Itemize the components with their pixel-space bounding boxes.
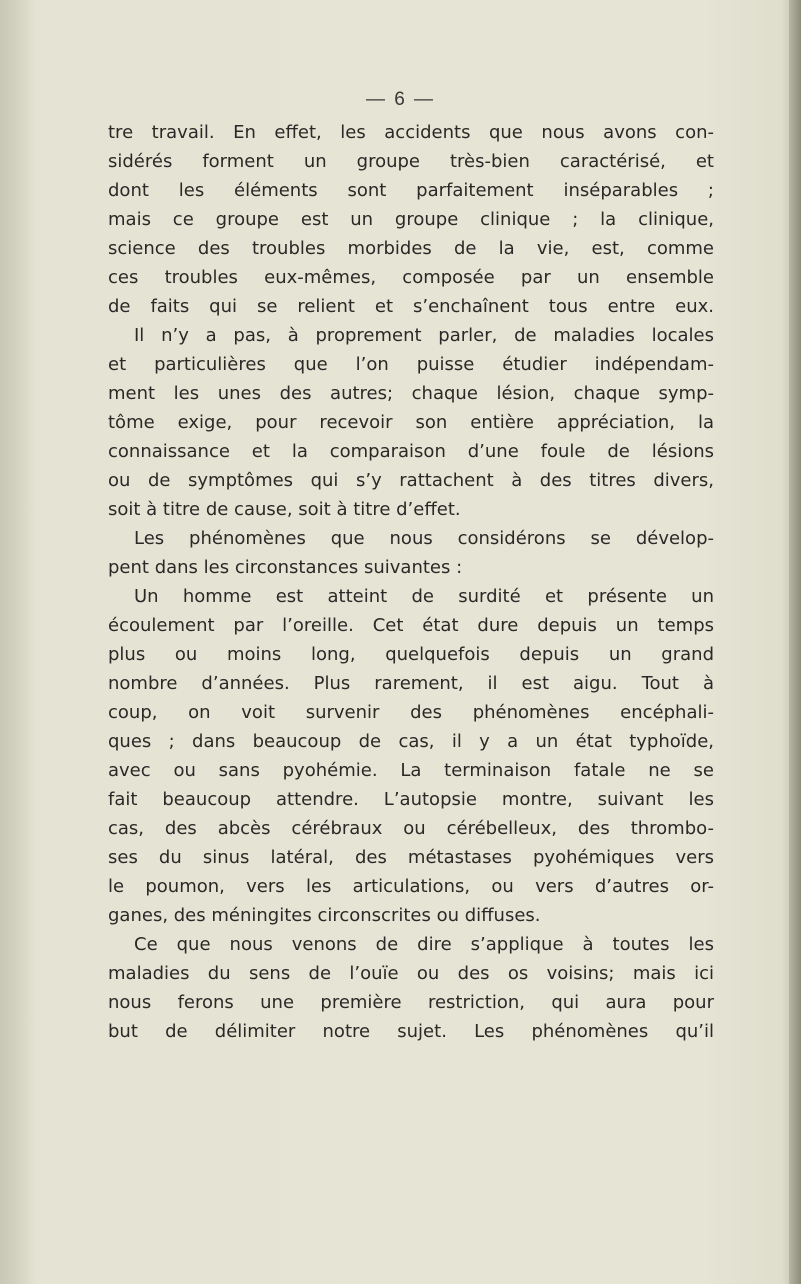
text-line: coup, on voit survenir des phénomènes encéphali-	[108, 702, 714, 723]
text-line: but de délimiter notre sujet. Les phénomènes qu’il	[108, 1021, 714, 1042]
text-line: tre travail. En effet, les accidents que nous avons con-	[108, 122, 714, 143]
text-line: Ce que nous venons de dire s’applique à toutes les	[134, 934, 714, 955]
text-line: tôme exige, pour recevoir son entière appréciation, la	[108, 412, 714, 433]
text-line: dont les éléments sont parfaitement inséparables ;	[108, 180, 714, 201]
binding-shadow	[0, 0, 34, 1284]
text-line: maladies du sens de l’ouïe ou des os voisins; mais ici	[108, 963, 714, 984]
text-line: plus ou moins long, quelquefois depuis un grand	[108, 644, 714, 665]
text-line: ques ; dans beaucoup de cas, il y a un état typhoïde,	[108, 731, 714, 752]
text-line: écoulement par l’oreille. Cet état dure depuis un temps	[108, 615, 714, 636]
page-number: — 6 —	[365, 89, 436, 110]
text-line: ces troubles eux-mêmes, composée par un ensemble	[108, 267, 714, 288]
text-line: et particulières que l’on puisse étudier indépendam-	[108, 354, 714, 375]
text-line: ment les unes des autres; chaque lésion, chaque symp-	[108, 383, 714, 404]
text-line: mais ce groupe est un groupe clinique ; la clinique,	[108, 209, 714, 230]
text-line: ses du sinus latéral, des métastases pyohémiques vers	[108, 847, 714, 868]
page-edge	[789, 0, 801, 1284]
text-line: soit à titre de cause, soit à titre d’effet.	[108, 499, 461, 520]
text-line: connaissance et la comparaison d’une foule de lésions	[108, 441, 714, 462]
body-text	[108, 118, 714, 1046]
text-line: Un homme est atteint de surdité et présente un	[134, 586, 714, 607]
text-line: cas, des abcès cérébraux ou cérébelleux, des thrombo-	[108, 818, 714, 839]
text-line: Il n’y a pas, à proprement parler, de maladies locales	[134, 325, 714, 346]
text-line: avec ou sans pyohémie. La terminaison fatale ne se	[108, 760, 714, 781]
text-line: pent dans les circonstances suivantes :	[108, 557, 463, 578]
text-line: de faits qui se relient et s’enchaînent tous entre eux.	[108, 296, 714, 317]
text-line: Les phénomènes que nous considérons se dévelop-	[134, 528, 714, 549]
text-line: sidérés forment un groupe très-bien caractérisé, et	[108, 151, 714, 172]
text-line: nous ferons une première restriction, qui aura pour	[108, 992, 714, 1013]
text-line: nombre d’années. Plus rarement, il est aigu. Tout à	[108, 673, 714, 694]
text-line: fait beaucoup attendre. L’autopsie montre, suivant les	[108, 789, 714, 810]
text-line: ganes, des méningites circonscrites ou diffuses.	[108, 905, 541, 926]
text-line: le poumon, vers les articulations, ou vers d’autres or-	[108, 876, 714, 897]
text-line: ou de symptômes qui s’y rattachent à des titres divers,	[108, 470, 714, 491]
text-line: science des troubles morbides de la vie, est, comme	[108, 238, 714, 259]
